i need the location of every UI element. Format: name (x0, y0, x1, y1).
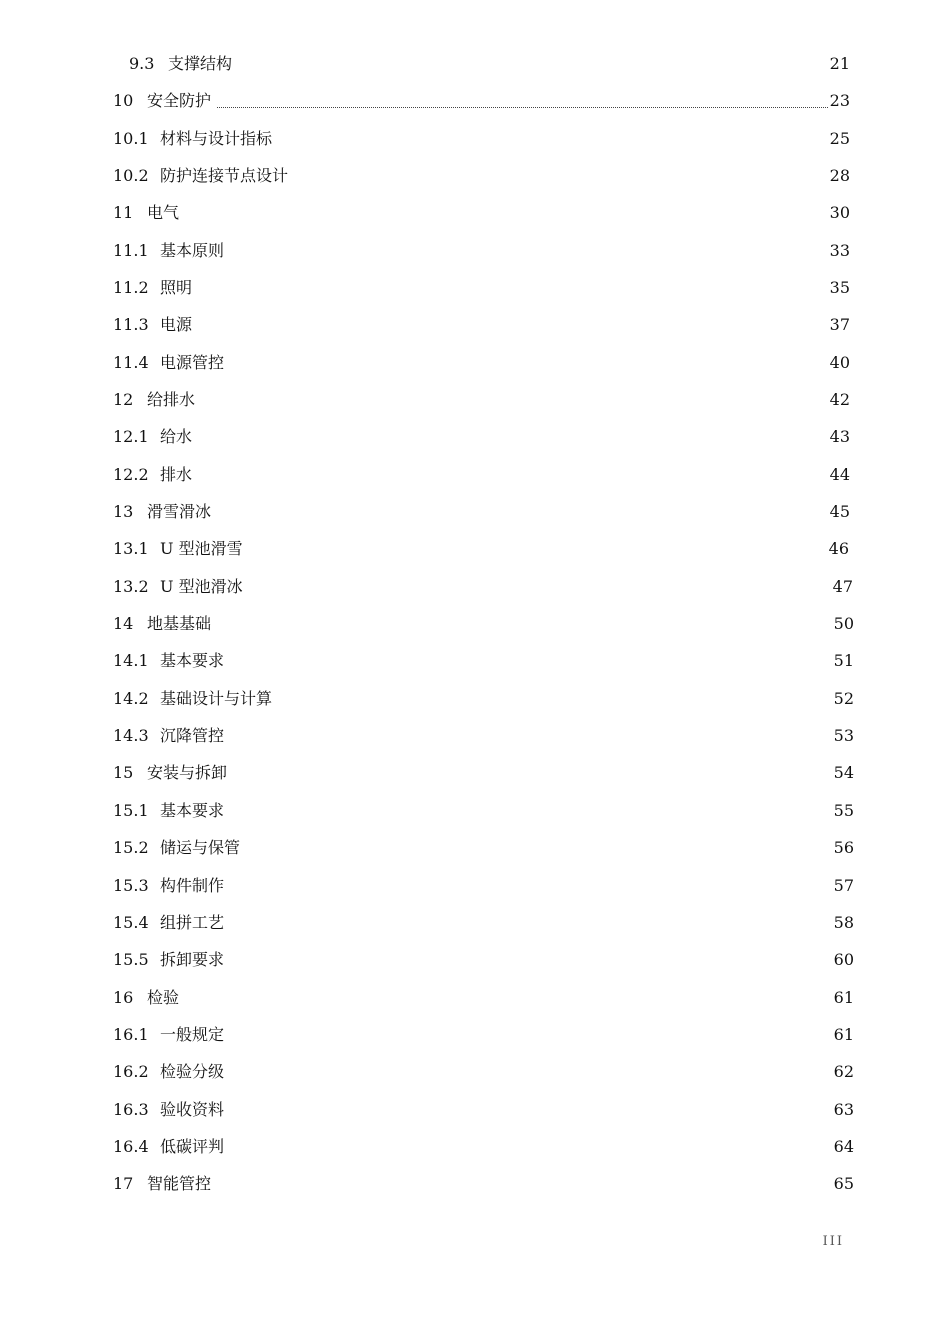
toc-entry[interactable] (129, 53, 850, 75)
toc-entry-number: 12.1 (113, 427, 149, 446)
toc-entry-number: 15.4 (113, 913, 149, 932)
toc-entry-page: 63 (833, 1100, 854, 1119)
toc-entry-page: 46 (828, 539, 849, 558)
toc-entry-number: 14.1 (113, 651, 149, 670)
toc-entry[interactable] (113, 987, 854, 1009)
toc-entry-number: 16.1 (113, 1025, 149, 1044)
toc-entry-page: 25 (829, 129, 850, 148)
page-number-footer: III (822, 1234, 844, 1249)
toc-entry-title: 安装与拆卸 (147, 763, 228, 782)
toc-entry-title: 储运与保管 (160, 838, 241, 857)
toc-entry-page: 42 (829, 390, 850, 409)
toc-entry-title: 电气 (147, 203, 180, 222)
toc-entry-number: 10.1 (113, 129, 149, 148)
toc-entry[interactable] (113, 1024, 854, 1046)
toc-entry-page: 61 (833, 988, 854, 1007)
toc-entry-title: 一般规定 (160, 1025, 225, 1044)
toc-entry[interactable] (113, 650, 854, 672)
toc-entry-number: 17 (113, 1174, 134, 1193)
toc-entry[interactable] (113, 202, 850, 224)
toc-entry[interactable] (113, 240, 850, 262)
toc-entry-page: 50 (833, 614, 854, 633)
toc-entry-number: 11 (113, 203, 134, 222)
toc-entry-number: 14 (113, 614, 134, 633)
toc-entry[interactable] (113, 837, 854, 859)
toc-entry-title: 给排水 (147, 390, 196, 409)
toc-entry[interactable] (113, 1136, 854, 1158)
toc-entry-title: 智能管控 (147, 1174, 212, 1193)
toc-entry-page: 65 (833, 1174, 854, 1193)
toc-entry-page: 62 (833, 1062, 854, 1081)
toc-entry-title: 验收资料 (160, 1100, 225, 1119)
toc-entry-title: 基本要求 (160, 801, 225, 820)
toc-entry-title: 检验分级 (160, 1062, 225, 1081)
toc-entry-page: 54 (833, 763, 854, 782)
toc-entry-page: 30 (829, 203, 850, 222)
toc-entry-number: 11.3 (113, 315, 149, 334)
toc-entry[interactable] (113, 725, 854, 747)
toc-entry-title: 防护连接节点设计 (160, 166, 289, 185)
toc-entry[interactable] (113, 314, 850, 336)
toc-entry-page: 57 (833, 876, 854, 895)
toc-entry-page: 37 (829, 315, 850, 334)
toc-entry-number: 15.3 (113, 876, 149, 895)
toc-entry-number: 13.1 (113, 539, 149, 558)
toc-entry-page: 64 (833, 1137, 854, 1156)
toc-entry-page: 52 (833, 689, 854, 708)
toc-entry-page: 28 (829, 166, 850, 185)
toc-entry-page: 44 (829, 465, 850, 484)
toc-entry-page: 58 (833, 913, 854, 932)
toc-entry[interactable] (113, 912, 854, 934)
toc-entry[interactable] (113, 576, 853, 598)
toc-entry-number: 14.3 (113, 726, 149, 745)
toc-entry-page: 61 (833, 1025, 854, 1044)
toc-entry-number: 11.2 (113, 278, 149, 297)
toc-entry-page: 56 (833, 838, 854, 857)
toc-entry-title: 照明 (160, 278, 193, 297)
toc-entry-number: 13.2 (113, 577, 149, 596)
toc-entry-number: 13 (113, 502, 134, 521)
toc-entry-title: 滑雪滑冰 (147, 502, 212, 521)
toc-entry-title: 安全防护 (147, 91, 212, 110)
toc-entry[interactable] (113, 762, 854, 784)
toc-entry-number: 16.4 (113, 1137, 149, 1156)
toc-entry-page: 35 (829, 278, 850, 297)
toc-entry[interactable] (113, 613, 854, 635)
toc-entry-number: 15.5 (113, 950, 149, 969)
toc-entry-page: 33 (829, 241, 850, 260)
toc-entry-number: 12 (113, 390, 134, 409)
toc-entry[interactable] (113, 875, 854, 897)
toc-entry-number: 10.2 (113, 166, 149, 185)
toc-entry-title: 拆卸要求 (160, 950, 225, 969)
toc-entry-page: 21 (829, 54, 850, 73)
toc-entry[interactable] (113, 426, 850, 448)
toc-entry-title: 基础设计与计算 (160, 689, 273, 708)
toc-entry[interactable] (113, 352, 850, 374)
toc-entry-title: U 型池滑雪 (160, 539, 243, 558)
toc-entry-number: 11.1 (113, 241, 149, 260)
toc-entry-page: 40 (829, 353, 850, 372)
toc-entry-title: 给水 (160, 427, 193, 446)
toc-entry-title: 检验 (147, 988, 180, 1007)
toc-entry-title: 材料与设计指标 (160, 129, 273, 148)
toc-entry-number: 16 (113, 988, 134, 1007)
toc-entry[interactable] (113, 1061, 854, 1083)
toc-entry-number: 16.2 (113, 1062, 149, 1081)
toc-entry-page: 60 (833, 950, 854, 969)
toc-entry[interactable] (113, 464, 850, 486)
toc-entry-title: U 型池滑冰 (160, 577, 243, 596)
toc-entry-title: 排水 (160, 465, 193, 484)
toc-dot-leader (217, 85, 828, 108)
toc-entry[interactable] (113, 90, 850, 112)
toc-entry-number: 9.3 (129, 54, 155, 73)
toc-entry-number: 15 (113, 763, 134, 782)
toc-entry-page: 45 (829, 502, 850, 521)
toc-entry-number: 16.3 (113, 1100, 149, 1119)
toc-entry-title: 沉降管控 (160, 726, 225, 745)
toc-entry-number: 15.1 (113, 801, 149, 820)
toc-entry-title: 低碳评判 (160, 1137, 225, 1156)
toc-entry-title: 支撑结构 (168, 54, 233, 73)
toc-entry[interactable] (113, 538, 849, 560)
toc-entry-number: 10 (113, 91, 134, 110)
toc-entry[interactable] (113, 800, 854, 822)
toc-entry-number: 14.2 (113, 689, 149, 708)
toc-entry[interactable] (113, 501, 850, 523)
toc-entry-number: 11.4 (113, 353, 149, 372)
toc-entry-title: 电源管控 (160, 353, 225, 372)
toc-entry-page: 51 (833, 651, 854, 670)
toc-entry[interactable] (113, 277, 850, 299)
toc-entry[interactable] (113, 128, 850, 150)
toc-entry-title: 组拼工艺 (160, 913, 225, 932)
toc-entry-title: 基本要求 (160, 651, 225, 670)
toc-entry[interactable] (113, 389, 850, 411)
toc-entry-title: 电源 (160, 315, 193, 334)
toc-entry[interactable] (113, 1099, 854, 1121)
toc-entry-page: 47 (832, 577, 853, 596)
toc-entry[interactable] (113, 165, 850, 187)
toc-entry-page: 23 (829, 91, 850, 110)
toc-entry-title: 地基基础 (147, 614, 212, 633)
toc-entry-title: 基本原则 (160, 241, 225, 260)
toc-entry-number: 12.2 (113, 465, 149, 484)
toc-entry[interactable] (113, 688, 854, 710)
toc-entry-page: 53 (833, 726, 854, 745)
toc-entry-number: 15.2 (113, 838, 149, 857)
toc-entry[interactable] (113, 1173, 854, 1195)
toc-entry-title: 构件制作 (160, 876, 225, 895)
toc-entry-page: 43 (829, 427, 850, 446)
toc-entry[interactable] (113, 949, 854, 971)
toc-entry-page: 55 (833, 801, 854, 820)
